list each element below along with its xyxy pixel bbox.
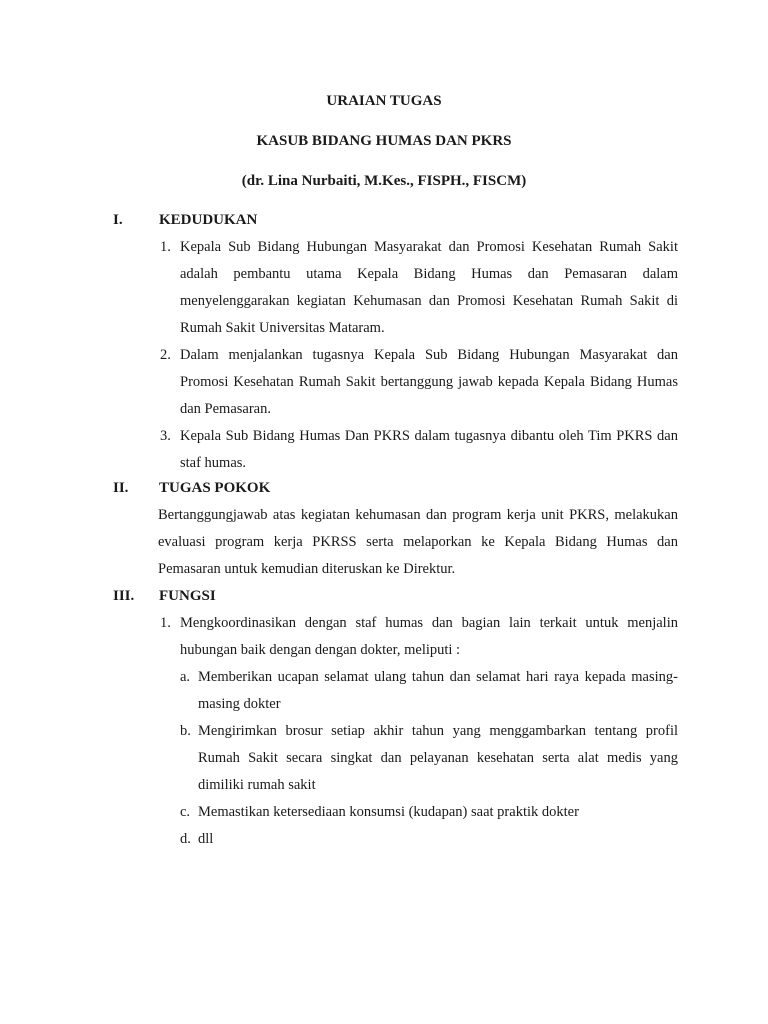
list-item: 1. Mengkoordinasikan dengan staf humas dan bagian lain terkait untuk menjalin hubungan baik dengan dengan dokter, meliputi : [160, 615, 678, 658]
fungsi-list [160, 610, 678, 664]
kedudukan-list [160, 234, 678, 477]
list-item: c. Memastikan ketersediaan konsumsi (kudapan) saat praktik dokter [180, 804, 579, 820]
list-item: d. dll [180, 831, 214, 847]
list-item: a. Memberikan ucapan selamat ulang tahun dan selamat hari raya kepada masing-masing dokter [180, 669, 678, 712]
section-number-2: II. [113, 480, 129, 496]
section-heading-fungsi: FUNGSI [159, 588, 216, 604]
section-heading-tugas-pokok: TUGAS POKOK [159, 480, 271, 496]
fungsi-sublist [180, 664, 678, 853]
list-item: b. Mengirimkan brosur setiap akhir tahun yang menggambarkan tentang profil Rumah Sakit secara singkat dan pelayanan kesehatan serta alat medis yang dimiliki rumah sakit [180, 723, 678, 793]
tugas-pokok-paragraph: Bertanggungjawab atas kegiatan kehumasan dan program kerja unit PKRS, melakukan evaluasi program kerja PKRSS serta melaporkan ke Kepala Bidang Humas dan Pemasaran untuk kemudian diteruskan ke Direktur. [158, 507, 678, 577]
document-person: (dr. Lina Nurbaiti, M.Kes., FISPH., FISCM) [241, 173, 527, 189]
list-item: 1. Kepala Sub Bidang Hubungan Masyarakat dan Promosi Kesehatan Rumah Sakit adalah pembantu utama Kepala Bidang Humas dan Pemasaran dalam menyelenggarakan kegiatan Kehumasan dan Promosi Kesehatan Rumah Sakit di Rumah Sakit Universitas Mataram. [160, 239, 678, 336]
section-number-3: III. [113, 588, 135, 604]
list-item: 2. Dalam menjalankan tugasnya Kepala Sub Bidang Hubungan Masyarakat dan Promosi Kesehatan Rumah Sakit bertanggung jawab kepada Kepala Bidang Humas dan Pemasaran. [160, 347, 678, 417]
document-subtitle: KASUB BIDANG HUMAS DAN PKRS [256, 133, 512, 149]
document-title: URAIAN TUGAS [326, 93, 442, 109]
list-item: 3. Kepala Sub Bidang Humas Dan PKRS dalam tugasnya dibantu oleh Tim PKRS dan staf humas. [160, 428, 678, 471]
section-number-1: I. [113, 212, 123, 228]
section-heading-kedudukan: KEDUDUKAN [159, 212, 258, 228]
